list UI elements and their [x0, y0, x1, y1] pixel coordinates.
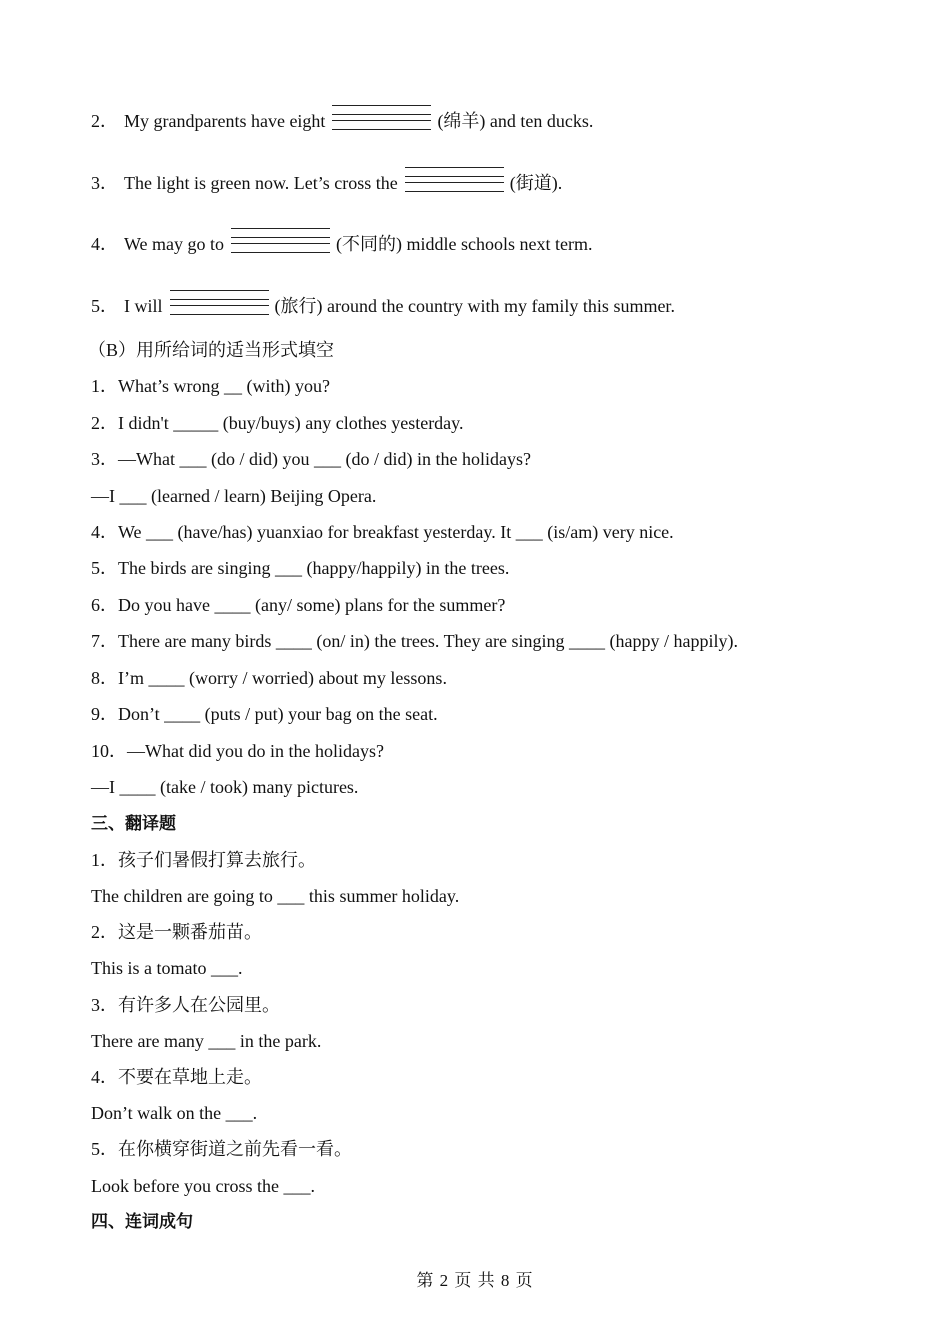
part-a-item-3: 3． The light is green now. Let’s cross the (街道). [91, 167, 562, 194]
section-3-line: 4．不要在草地上走。 [91, 1067, 262, 1087]
section-4-heading: 四、连词成句 [91, 1212, 193, 1232]
part-a-item-4: 4． We may go to (不同的) middle schools next term. [91, 228, 593, 255]
part-a-item-5: 5． I will (旅行) around the country with my family this summer. [91, 290, 675, 317]
part-b-line: 10．—What did you do in the holidays? [91, 741, 384, 761]
part-b-line: —I ____ (take / took) many pictures. [91, 777, 359, 797]
section-3-line: There are many ___ in the park. [91, 1031, 322, 1051]
section-3-line: 3．有许多人在公园里。 [91, 995, 280, 1015]
part-b-line: 4．We ___ (have/has) yuanxiao for breakfast yesterday. It ___ (is/am) very nice. [91, 522, 674, 542]
part-b-title: （B）用所给词的适当形式填空 [88, 340, 335, 360]
four-line-answer-blank[interactable] [170, 290, 269, 316]
section-3-line: 2．这是一颗番茄苗。 [91, 922, 262, 942]
section-3-heading: 三、翻译题 [91, 814, 176, 834]
section-3-line: 1．孩子们暑假打算去旅行。 [91, 850, 316, 870]
section-3-line: This is a tomato ___. [91, 958, 243, 978]
part-b-line: 3．—What ___ (do / did) you ___ (do / did) in the holidays? [91, 449, 531, 469]
part-b-line: 7．There are many birds ____ (on/ in) the trees. They are singing ____ (happy / happily). [91, 631, 738, 651]
four-line-answer-blank[interactable] [405, 167, 504, 193]
four-line-answer-blank[interactable] [231, 228, 330, 254]
part-b-line: 8．I’m ____ (worry / worried) about my lessons. [91, 668, 447, 688]
four-line-answer-blank[interactable] [332, 105, 431, 131]
part-b-line: 2．I didn't _____ (buy/buys) any clothes yesterday. [91, 413, 464, 433]
part-b-line: —I ___ (learned / learn) Beijing Opera. [91, 486, 377, 506]
section-3-line: 5．在你横穿街道之前先看一看。 [91, 1139, 352, 1159]
part-b-line: 9．Don’t ____ (puts / put) your bag on the seat. [91, 704, 438, 724]
section-3-line: Don’t walk on the ___. [91, 1103, 258, 1123]
section-3-line: Look before you cross the ___. [91, 1176, 315, 1196]
part-b-line: 6．Do you have ____ (any/ some) plans for the summer? [91, 595, 506, 615]
part-b-line: 1．What’s wrong __ (with) you? [91, 376, 330, 396]
part-a-item-2: 2． My grandparents have eight (绵羊) and ten ducks. [91, 105, 593, 132]
part-b-line: 5．The birds are singing ___ (happy/happily) in the trees. [91, 558, 510, 578]
section-3-line: The children are going to ___ this summer holiday. [91, 886, 460, 906]
page-footer: 第 2 页 共 8 页 [416, 1271, 534, 1290]
